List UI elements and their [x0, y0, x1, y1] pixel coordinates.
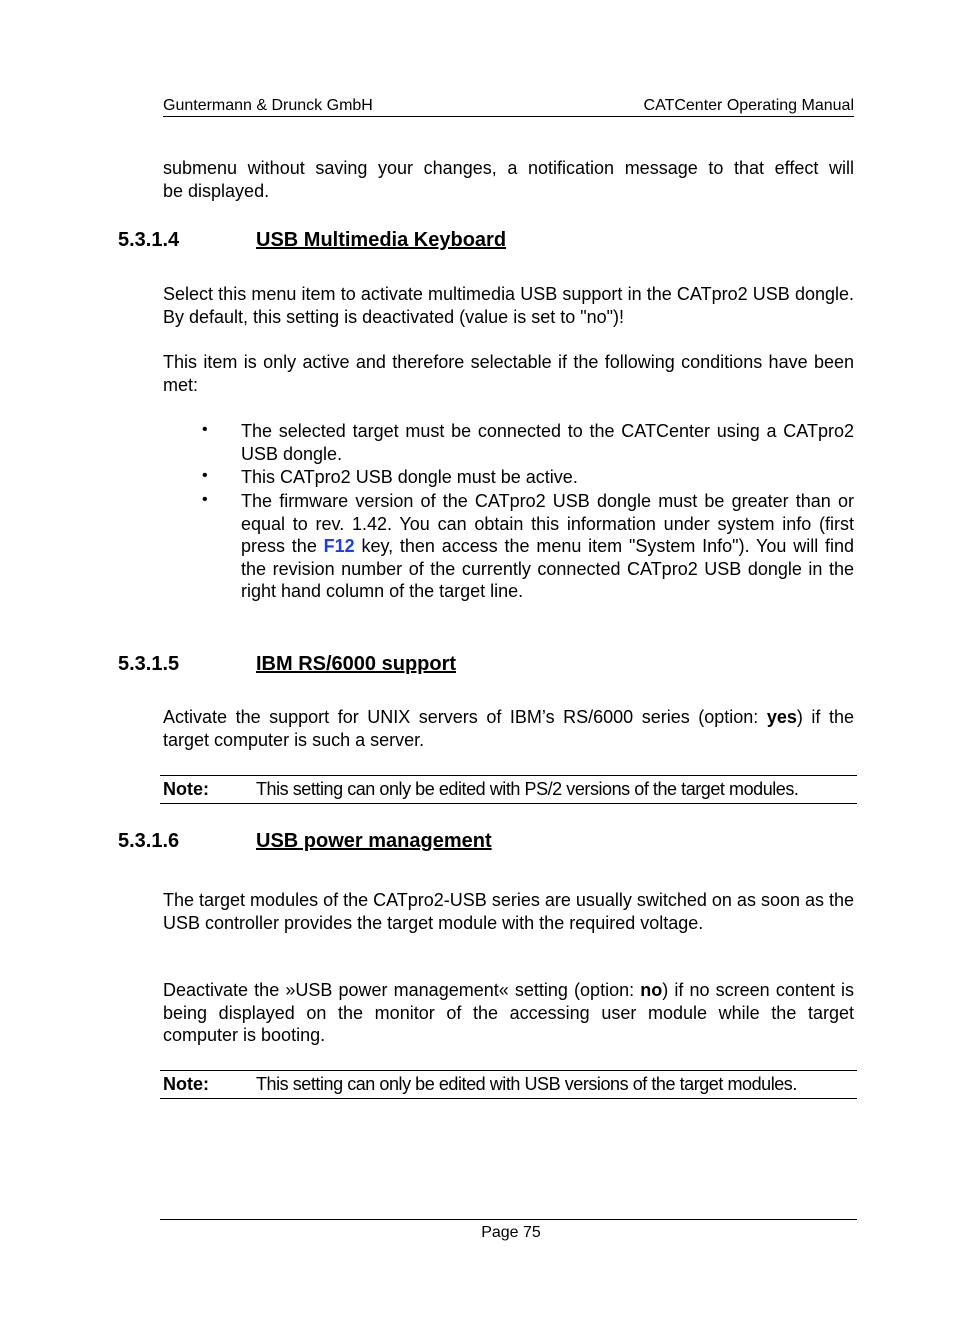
condition-item-2: This CATpro2 USB dongle must be active.: [241, 467, 578, 487]
section-number: 5.3.1.4: [118, 229, 180, 251]
option-yes: yes: [766, 707, 797, 727]
footer-rule: [160, 1219, 857, 1220]
section-5315-heading: [118, 653, 179, 676]
bullet-icon: •: [202, 491, 208, 508]
section-5314-para-2: This item is only active and therefore selectable if the following conditions have been met:: [163, 352, 854, 395]
condition-item-1: The selected target must be connected to the CATCenter using a CATpro2 USB dongle.: [241, 421, 854, 464]
note-label: Note:: [163, 1074, 209, 1094]
section-number: 5.3.1.5: [118, 653, 180, 675]
section-5314-para-1: Select this menu item to activate multimedia USB support in the CATpro2 USB dongle. By default, this setting is deactivated (value is set to "no")!: [163, 284, 854, 327]
f12-key: F12: [323, 536, 355, 556]
section-5316-para-2: Deactivate the »USB power management« setting (option: no) if no screen content is being displayed on the monitor of the accessing user module while the target computer is booting.: [163, 980, 855, 1045]
note-rule-bottom: [160, 803, 857, 804]
note-rule-top: [160, 1070, 857, 1071]
section-title: USB Multimedia Keyboard: [256, 229, 507, 251]
note-text: This setting can only be edited with USB versions of the target modules.: [256, 1074, 797, 1094]
section-number: 5.3.1.6: [118, 830, 180, 852]
section-title: IBM RS/6000 support: [256, 653, 457, 675]
section-5316-heading: [118, 830, 179, 853]
section-5316-para-1: The target modules of the CATpro2-USB series are usually switched on as soon as the USB controller provides the target module with the required voltage.: [163, 890, 855, 933]
condition-item-3: The firmware version of the CATpro2 USB dongle must be greater than or equal to rev. 1.42. You can obtain this information under system info (first press the F12 key, then access the menu item "System Info"). You will find the revision number of the currently connected CATpro2 USB dongle in the right hand column of the target line.: [241, 491, 855, 601]
section-5316-title: [256, 830, 492, 853]
bullet-icon: •: [202, 421, 208, 438]
header-company: Guntermann & Drunck GmbH: [163, 97, 373, 114]
section-5315-title: [256, 653, 456, 676]
section-5315-para: Activate the support for UNIX servers of IBM’s RS/6000 series (option: yes) if the target computer is such a server.: [163, 707, 854, 750]
section-5314-title: [256, 229, 506, 252]
page-number: Page 75: [481, 1224, 541, 1241]
option-no: no: [640, 980, 663, 1000]
bullet-icon: •: [202, 467, 208, 484]
header-rule: [163, 116, 854, 117]
note-rule-bottom: [160, 1098, 857, 1099]
intro-paragraph: submenu without saving your changes, a notification message to that effect will be displayed.: [163, 158, 854, 201]
section-5314-heading: [118, 229, 179, 252]
note-label: Note:: [163, 779, 209, 799]
section-title: USB power management: [256, 830, 492, 852]
note-text: This setting can only be edited with PS/2 versions of the target modules.: [256, 779, 799, 799]
note-rule-top: [160, 775, 857, 776]
header-manual-title: CATCenter Operating Manual: [643, 97, 854, 114]
